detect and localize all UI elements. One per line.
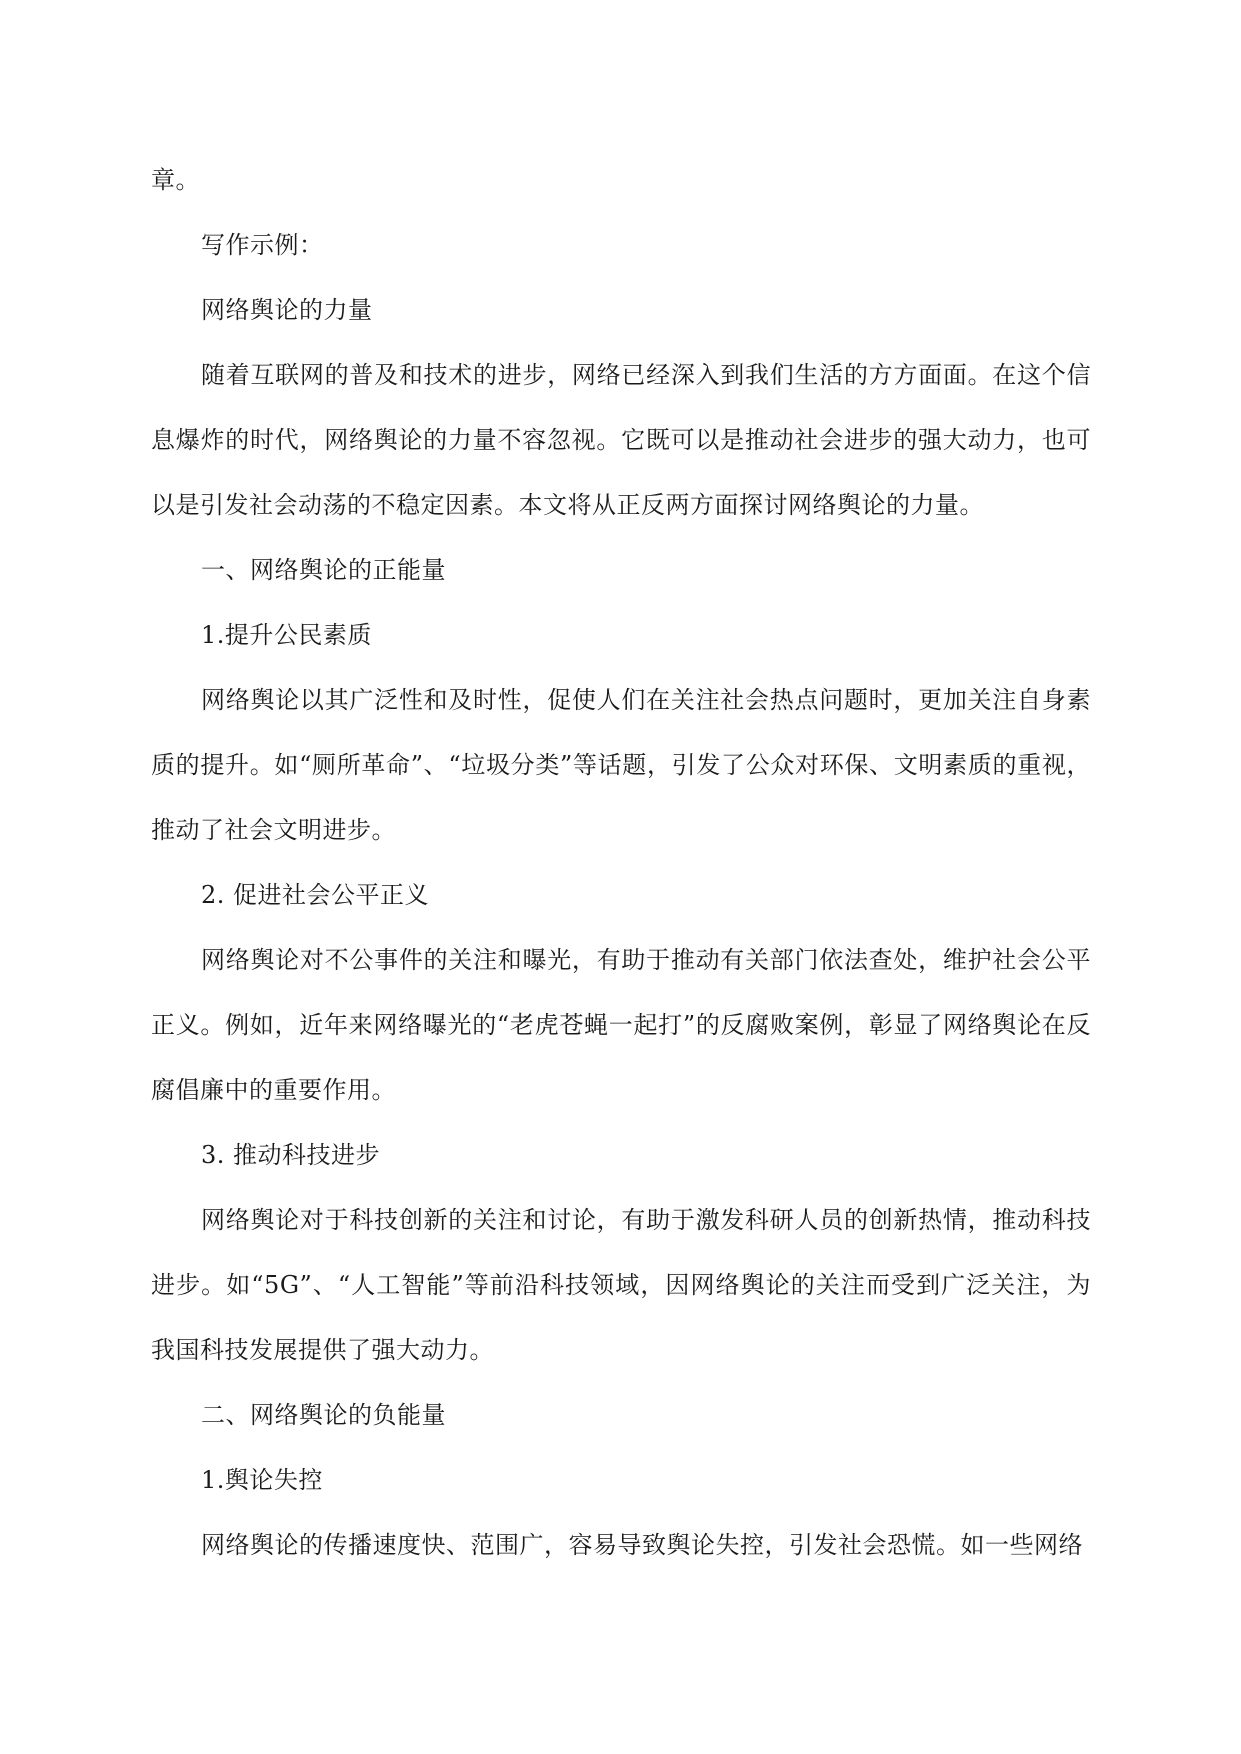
section-heading-negative: 二、网络舆论的负能量 — [201, 1401, 446, 1429]
paragraph-opinion-out-of-control: 网络舆论的传播速度快、范围广，容易导致舆论失控，引发社会恐慌。如一些网络 — [201, 1531, 1083, 1559]
essay-title: 网络舆论的力量 — [201, 296, 373, 324]
paragraph-continuation: 章。 — [151, 166, 200, 194]
document-body — [151, 148, 1091, 1578]
subheading-opinion-out-of-control: 1.舆论失控 — [201, 1466, 323, 1494]
paragraph-example-label: 写作示例： — [201, 231, 324, 259]
paragraph-social-justice: 网络舆论对不公事件的关注和曝光，有助于推动有关部门依法查处，维护社会公平正义。例如，近年来网络曝光的“老虎苍蝇一起打”的反腐败案例，彰显了网络舆论在反腐倡廉中的重要作用。 — [151, 946, 1091, 1104]
subheading-tech-progress: 3. 推动科技进步 — [201, 1141, 381, 1169]
paragraph-tech-progress: 网络舆论对于科技创新的关注和讨论，有助于激发科研人员的创新热情，推动科技进步。如“5G”、“人工智能”等前沿科技领域，因网络舆论的关注而受到广泛关注，为我国科技发展提供了强大动力。 — [151, 1206, 1091, 1364]
paragraph-introduction: 随着互联网的普及和技术的进步，网络已经深入到我们生活的方方面面。在这个信息爆炸的时代，网络舆论的力量不容忽视。它既可以是推动社会进步的强大动力，也可以是引发社会动荡的不稳定因素。本文将从正反两方面探讨网络舆论的力量。 — [151, 361, 1091, 519]
subheading-social-justice: 2. 促进社会公平正义 — [201, 881, 430, 909]
subheading-citizen-quality: 1.提升公民素质 — [201, 621, 372, 649]
paragraph-citizen-quality: 网络舆论以其广泛性和及时性，促使人们在关注社会热点问题时，更加关注自身素质的提升。如“厕所革命”、“垃圾分类”等话题，引发了公众对环保、文明素质的重视，推动了社会文明进步。 — [151, 686, 1091, 844]
section-heading-positive: 一、网络舆论的正能量 — [201, 556, 446, 584]
